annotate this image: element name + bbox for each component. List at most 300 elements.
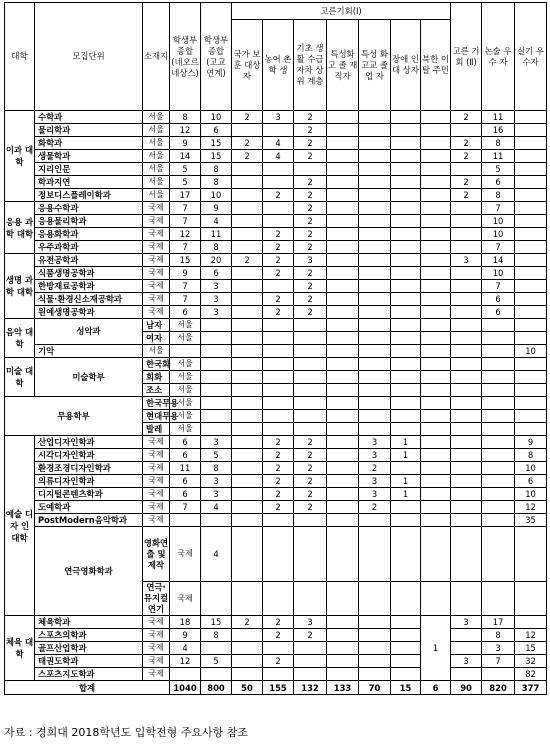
value-cell-rural: 2 bbox=[263, 616, 294, 629]
value-cell-defector bbox=[421, 449, 451, 462]
value-cell-school: 3 bbox=[201, 306, 232, 319]
campus-cell: 국제 bbox=[143, 462, 170, 475]
value-cell-veteran: 2 bbox=[232, 150, 263, 163]
value-cell-bio: 5 bbox=[170, 163, 201, 176]
value-cell-special_ed bbox=[327, 215, 359, 228]
source-note: 자료 : 경희대 2018학년도 입학전형 주요사항 참조 bbox=[4, 726, 248, 739]
value-cell-rural: 2 bbox=[263, 655, 294, 668]
value-cell-special_ed bbox=[327, 655, 359, 668]
campus-cell: 국제 bbox=[143, 642, 170, 655]
value-cell-defector bbox=[421, 462, 451, 475]
value-cell-basic: 3 bbox=[294, 616, 327, 629]
value-cell-veteran bbox=[263, 527, 294, 582]
value-cell-special_ed bbox=[327, 642, 359, 655]
value-cell-special_grad bbox=[359, 163, 391, 176]
value-cell-defector bbox=[421, 163, 451, 176]
value-cell-school: 3 bbox=[201, 293, 232, 306]
value-cell-rural bbox=[263, 176, 294, 189]
value-cell-bio: 6 bbox=[170, 475, 201, 488]
table-row bbox=[5, 527, 547, 582]
value-cell-basic: 2 bbox=[294, 202, 327, 215]
value-cell-veteran bbox=[263, 319, 294, 332]
value-cell-disabled bbox=[391, 267, 421, 280]
value-cell-equal2 bbox=[451, 449, 482, 462]
value-cell-special_grad bbox=[359, 514, 391, 527]
value-cell-disabled bbox=[421, 384, 451, 397]
value-cell-rural bbox=[294, 384, 327, 397]
value-cell-disabled bbox=[391, 293, 421, 306]
value-cell-practical: 9 bbox=[515, 436, 547, 449]
value-cell-disabled: 1 bbox=[391, 449, 421, 462]
value-cell-basic: 2 bbox=[294, 124, 327, 137]
value-cell-special_ed bbox=[327, 668, 359, 681]
value-cell-bio: 5 bbox=[170, 176, 201, 189]
unit-cell: 디지털콘텐츠학과 bbox=[35, 488, 143, 501]
value-cell-school: 3 bbox=[201, 488, 232, 501]
value-cell-special_grad bbox=[359, 189, 391, 202]
value-cell-veteran bbox=[232, 655, 263, 668]
campus-cell: 국제 bbox=[143, 655, 170, 668]
value-cell-bio: 7 bbox=[170, 501, 201, 514]
value-cell-special_ed bbox=[327, 228, 359, 241]
unit-cell: 생물학과 bbox=[35, 150, 143, 163]
campus-cell: 서울 bbox=[143, 111, 170, 124]
campus-cell: 국제 bbox=[143, 228, 170, 241]
theater-unit-b: 연극·뮤지컬 연기 bbox=[143, 582, 169, 614]
value-cell-veteran bbox=[232, 241, 263, 254]
value-cell-disabled bbox=[391, 124, 421, 137]
value-cell-equal2 bbox=[451, 228, 482, 241]
value-cell-defector bbox=[421, 137, 451, 150]
value-cell-special_grad bbox=[359, 228, 391, 241]
vocal-dept: 성악과 bbox=[35, 319, 143, 345]
value-cell-basic: 2 bbox=[294, 111, 327, 124]
value-cell-basic: 2 bbox=[294, 501, 327, 514]
unit-cell: 도예학과 bbox=[35, 501, 143, 514]
value-cell-basic: 2 bbox=[294, 241, 327, 254]
value-cell-basic bbox=[327, 384, 359, 397]
total-bio: 1040 bbox=[170, 681, 201, 695]
campus-cell: 서울 bbox=[143, 150, 170, 163]
value-cell-bio bbox=[170, 514, 201, 527]
value-cell-special_ed bbox=[359, 410, 391, 423]
value-cell-special_ed bbox=[327, 475, 359, 488]
value-cell-rural bbox=[294, 319, 327, 332]
value-cell-equal2: 3 bbox=[451, 655, 482, 668]
value-cell-defector bbox=[421, 176, 451, 189]
value-cell-disabled bbox=[421, 319, 451, 332]
value-cell-rural bbox=[263, 642, 294, 655]
value-cell-essay: 7 bbox=[482, 280, 515, 293]
unit-cell: 골프산업학과 bbox=[35, 642, 143, 655]
college-cell: 음악 대학 bbox=[5, 319, 35, 358]
value-cell-bio: 6 bbox=[170, 449, 201, 462]
value-cell-bio bbox=[201, 423, 232, 436]
value-cell-rural: 4 bbox=[263, 137, 294, 150]
value-cell-practical bbox=[515, 241, 547, 254]
value-cell-special_grad bbox=[359, 293, 391, 306]
value-cell-practical bbox=[515, 280, 547, 293]
value-cell-disabled bbox=[391, 241, 421, 254]
value-cell-essay bbox=[515, 371, 547, 384]
value-cell-rural: 2 bbox=[263, 293, 294, 306]
value-cell-school: 11 bbox=[201, 228, 232, 241]
total-row bbox=[5, 681, 547, 695]
value-cell-veteran: 2 bbox=[232, 254, 263, 267]
value-cell-essay bbox=[482, 488, 515, 501]
value-cell-special_ed bbox=[327, 280, 359, 293]
value-cell-practical: 10 bbox=[515, 462, 547, 475]
table-row bbox=[5, 111, 547, 124]
value-cell-bio: 7 bbox=[170, 280, 201, 293]
value-cell-bio bbox=[201, 371, 232, 384]
value-cell-veteran: 2 bbox=[232, 111, 263, 124]
value-cell-school: 8 bbox=[201, 163, 232, 176]
value-cell-essay: 6 bbox=[482, 293, 515, 306]
total-rural: 155 bbox=[263, 681, 294, 695]
value-cell-defector bbox=[421, 436, 451, 449]
value-cell-basic bbox=[294, 163, 327, 176]
unit-cell: 스포츠지도학과 bbox=[35, 668, 143, 681]
value-cell-essay: 7 bbox=[482, 202, 515, 215]
value-cell-disabled bbox=[391, 462, 421, 475]
value-cell-equal2: 3 bbox=[451, 616, 482, 629]
value-cell-special_ed bbox=[327, 111, 359, 124]
value-cell-bio bbox=[201, 397, 232, 410]
value-cell-disabled bbox=[391, 215, 421, 228]
campus-cell: 국제 bbox=[143, 436, 170, 449]
unit-cell: 산업디자인학과 bbox=[35, 436, 143, 449]
value-cell-veteran bbox=[232, 642, 263, 655]
value-cell-basic bbox=[327, 332, 359, 345]
value-cell-essay: 6 bbox=[482, 176, 515, 189]
table-row bbox=[5, 241, 547, 254]
value-cell-bio: 18 bbox=[170, 616, 201, 629]
value-cell-veteran bbox=[232, 189, 263, 202]
header-equal2: 고른 기회 (Ⅱ) bbox=[451, 3, 482, 111]
value-cell-basic: 2 bbox=[294, 293, 327, 306]
value-cell-school: 5 bbox=[201, 449, 232, 462]
value-cell-basic bbox=[294, 668, 327, 681]
value-cell-equal2 bbox=[482, 410, 515, 423]
value-cell-school: 4 bbox=[201, 215, 232, 228]
header-college: 대학 bbox=[5, 3, 35, 111]
value-cell-equal2: 3 bbox=[451, 254, 482, 267]
value-cell-rural bbox=[263, 514, 294, 527]
dance-dept: 무용학부 bbox=[5, 397, 143, 436]
value-cell-rural: 2 bbox=[263, 267, 294, 280]
value-cell-practical: 8 bbox=[515, 449, 547, 462]
value-cell-essay: 7 bbox=[482, 241, 515, 254]
value-cell-bio: 9 bbox=[170, 629, 201, 642]
campus-cell: 국제 bbox=[143, 280, 170, 293]
college-cell: 응용 과학 대학 bbox=[5, 202, 35, 254]
campus-cell: 국제 bbox=[143, 267, 170, 280]
value-cell-veteran bbox=[232, 629, 263, 642]
value-cell-equal2 bbox=[482, 358, 515, 371]
value-cell-disabled bbox=[391, 345, 421, 358]
value-cell-special_grad bbox=[391, 371, 421, 384]
value-cell-rural: 2 bbox=[263, 488, 294, 501]
unit-cell: 응용물리학과 bbox=[35, 215, 143, 228]
value-cell-bio bbox=[201, 319, 232, 332]
value-cell-school: 15 bbox=[201, 137, 232, 150]
value-cell-rural bbox=[263, 668, 294, 681]
value-cell-special_ed bbox=[327, 293, 359, 306]
value-cell-basic bbox=[327, 358, 359, 371]
value-cell-disabled bbox=[391, 189, 421, 202]
campus-cell: 국제 bbox=[143, 668, 170, 681]
value-cell-disabled bbox=[421, 410, 451, 423]
campus-cell: 서울 bbox=[143, 124, 170, 137]
value-cell-defector bbox=[421, 501, 451, 514]
value-cell-essay: 7 bbox=[482, 655, 515, 668]
value-cell-special_grad: 3 bbox=[359, 475, 391, 488]
value-cell-basic bbox=[327, 423, 359, 436]
value-cell-special_ed bbox=[327, 267, 359, 280]
unit-cell: 식품생명공학과 bbox=[35, 267, 143, 280]
value-cell-disabled bbox=[421, 358, 451, 371]
value-cell-equal2 bbox=[451, 306, 482, 319]
value-cell-school bbox=[232, 423, 263, 436]
value-cell-special_ed bbox=[327, 189, 359, 202]
table-row bbox=[5, 668, 547, 681]
value-cell-veteran bbox=[232, 215, 263, 228]
value-cell-special_grad bbox=[359, 642, 391, 655]
value-cell-equal2 bbox=[451, 488, 482, 501]
value-cell-special_grad: 3 bbox=[359, 449, 391, 462]
value-cell-bio bbox=[201, 384, 232, 397]
value-cell-defector bbox=[421, 150, 451, 163]
defector-merged: 1 bbox=[421, 616, 451, 681]
value-cell-rural bbox=[263, 202, 294, 215]
value-cell-disabled bbox=[391, 254, 421, 267]
campus-cell: 국제 bbox=[170, 582, 201, 616]
value-cell-school bbox=[232, 582, 263, 616]
value-cell-veteran bbox=[263, 410, 294, 423]
value-cell-defector bbox=[451, 358, 482, 371]
value-cell-special_grad bbox=[391, 410, 421, 423]
value-cell-veteran bbox=[232, 668, 263, 681]
unit-cell: 화학과 bbox=[35, 137, 143, 150]
value-cell-equal2: 2 bbox=[451, 176, 482, 189]
value-cell-rural: 3 bbox=[263, 111, 294, 124]
value-cell-special_grad bbox=[359, 215, 391, 228]
value-cell-veteran bbox=[263, 423, 294, 436]
table-body bbox=[5, 111, 547, 695]
total-basic: 132 bbox=[294, 681, 327, 695]
value-cell-essay bbox=[515, 423, 547, 436]
campus-cell: 국제 bbox=[143, 241, 170, 254]
value-cell-defector bbox=[421, 124, 451, 137]
total-label: 합계 bbox=[5, 681, 170, 695]
table-row bbox=[5, 488, 547, 501]
value-cell-bio: 6 bbox=[170, 306, 201, 319]
table-row bbox=[5, 228, 547, 241]
value-cell-defector bbox=[451, 582, 482, 616]
theater-unit-a: 영화연출 및 제작 bbox=[143, 527, 170, 582]
campus-cell: 국제 bbox=[170, 527, 201, 582]
value-cell-practical bbox=[515, 137, 547, 150]
value-cell-rural bbox=[294, 582, 327, 616]
header-bio: 학생부 종합 (네오르 네상스) bbox=[170, 3, 201, 111]
value-cell-defector bbox=[421, 514, 451, 527]
value-cell-practical bbox=[515, 163, 547, 176]
value-cell-special_ed bbox=[359, 319, 391, 332]
value-cell-equal2: 2 bbox=[451, 111, 482, 124]
value-cell-practical: 15 bbox=[515, 642, 547, 655]
value-cell-rural bbox=[294, 527, 327, 582]
value-cell-veteran bbox=[232, 280, 263, 293]
value-cell-special_ed bbox=[359, 423, 391, 436]
value-cell-veteran bbox=[232, 202, 263, 215]
value-cell-equal2 bbox=[451, 215, 482, 228]
unit-cell: 회화 bbox=[143, 371, 170, 384]
value-cell-special_ed bbox=[359, 397, 391, 410]
campus-cell: 국제 bbox=[143, 629, 170, 642]
value-cell-basic bbox=[327, 371, 359, 384]
theater-dept: 연극영화학과 bbox=[35, 527, 143, 616]
value-cell-school bbox=[232, 410, 263, 423]
table-row bbox=[5, 345, 547, 358]
value-cell-special_ed bbox=[327, 306, 359, 319]
value-cell-disabled bbox=[391, 280, 421, 293]
value-cell-equal2 bbox=[482, 397, 515, 410]
unit-cell: 환경조경디자인학과 bbox=[35, 462, 143, 475]
fineart-dept: 미술학부 bbox=[35, 358, 143, 397]
unit-cell: 지리인문 bbox=[35, 163, 143, 176]
value-cell-veteran bbox=[232, 176, 263, 189]
value-cell-special_grad bbox=[359, 150, 391, 163]
table-row bbox=[5, 475, 547, 488]
value-cell-basic: 2 bbox=[294, 488, 327, 501]
value-cell-essay bbox=[515, 384, 547, 397]
value-cell-school: 20 bbox=[201, 254, 232, 267]
value-cell-special_ed bbox=[327, 488, 359, 501]
value-cell-essay bbox=[482, 514, 515, 527]
campus-cell: 국제 bbox=[143, 449, 170, 462]
value-cell-practical bbox=[515, 176, 547, 189]
header-essay: 논술 우수 자 bbox=[482, 3, 515, 111]
value-cell-rural: 2 bbox=[263, 228, 294, 241]
header-equal-group: 고른기회(Ⅰ) bbox=[232, 3, 451, 20]
header-campus: 소재지 bbox=[143, 3, 170, 111]
unit-cell: 의류디자인학과 bbox=[35, 475, 143, 488]
value-cell-practical bbox=[515, 616, 547, 629]
value-cell-disabled bbox=[421, 527, 451, 582]
value-cell-special_ed bbox=[327, 254, 359, 267]
value-cell-bio: 7 bbox=[170, 241, 201, 254]
value-cell-special_grad bbox=[359, 202, 391, 215]
value-cell-equal2 bbox=[482, 582, 515, 616]
value-cell-practical bbox=[515, 228, 547, 241]
value-cell-essay bbox=[515, 358, 547, 371]
value-cell-essay bbox=[515, 527, 547, 582]
value-cell-disabled bbox=[391, 642, 421, 655]
value-cell-defector bbox=[451, 332, 482, 345]
value-cell-essay: 11 bbox=[482, 111, 515, 124]
value-cell-essay bbox=[482, 462, 515, 475]
value-cell-disabled bbox=[391, 629, 421, 642]
value-cell-practical bbox=[515, 215, 547, 228]
value-cell-school: 3 bbox=[201, 475, 232, 488]
value-cell-special_ed bbox=[327, 629, 359, 642]
value-cell-special_grad bbox=[391, 582, 421, 616]
value-cell-veteran bbox=[232, 228, 263, 241]
value-cell-rural bbox=[263, 215, 294, 228]
value-cell-special_grad bbox=[359, 254, 391, 267]
unit-cell: 남자 bbox=[143, 319, 170, 332]
value-cell-school bbox=[201, 642, 232, 655]
value-cell-essay bbox=[515, 582, 547, 616]
value-cell-school bbox=[232, 397, 263, 410]
unit-cell: 시각디자인학과 bbox=[35, 449, 143, 462]
value-cell-school: 9 bbox=[201, 202, 232, 215]
header-special-ed: 특성화고 졸 재직자 bbox=[327, 20, 359, 111]
value-cell-rural bbox=[294, 332, 327, 345]
unit-cell: 스포츠의학과 bbox=[35, 629, 143, 642]
value-cell-defector bbox=[451, 527, 482, 582]
value-cell-essay bbox=[515, 410, 547, 423]
value-cell-veteran bbox=[232, 345, 263, 358]
value-cell-special_ed bbox=[327, 202, 359, 215]
table-row bbox=[5, 306, 547, 319]
value-cell-special_ed bbox=[327, 163, 359, 176]
value-cell-basic: 2 bbox=[294, 215, 327, 228]
value-cell-basic: 2 bbox=[294, 228, 327, 241]
value-cell-basic: 2 bbox=[294, 475, 327, 488]
unit-cell: 한국무용 bbox=[143, 397, 170, 410]
value-cell-rural: 2 bbox=[263, 306, 294, 319]
unit-cell: 응용화학과 bbox=[35, 228, 143, 241]
value-cell-disabled bbox=[421, 371, 451, 384]
value-cell-veteran bbox=[232, 488, 263, 501]
college-cell: 체육 대학 bbox=[5, 616, 35, 681]
value-cell-defector bbox=[421, 475, 451, 488]
value-cell-equal2 bbox=[451, 202, 482, 215]
value-cell-basic: 2 bbox=[294, 137, 327, 150]
value-cell-basic: 2 bbox=[294, 280, 327, 293]
value-cell-special_ed bbox=[359, 332, 391, 345]
value-cell-defector bbox=[451, 397, 482, 410]
value-cell-basic: 2 bbox=[294, 436, 327, 449]
value-cell-veteran: 2 bbox=[232, 137, 263, 150]
value-cell-equal2 bbox=[451, 241, 482, 254]
value-cell-basic: 2 bbox=[294, 629, 327, 642]
table-row bbox=[5, 501, 547, 514]
value-cell-special_grad bbox=[359, 306, 391, 319]
value-cell-school bbox=[232, 319, 263, 332]
value-cell-basic: 2 bbox=[294, 189, 327, 202]
value-cell-essay bbox=[482, 668, 515, 681]
value-cell-disabled bbox=[391, 163, 421, 176]
value-cell-practical: 10 bbox=[515, 345, 547, 358]
value-cell-special_ed bbox=[327, 345, 359, 358]
value-cell-veteran: 2 bbox=[232, 616, 263, 629]
header-unit: 모집단위 bbox=[35, 3, 143, 111]
value-cell-special_grad bbox=[391, 397, 421, 410]
table-row bbox=[5, 397, 547, 410]
value-cell-equal2: 2 bbox=[451, 137, 482, 150]
value-cell-special_grad bbox=[359, 111, 391, 124]
value-cell-bio: 11 bbox=[170, 462, 201, 475]
value-cell-special_ed bbox=[327, 176, 359, 189]
total-equal2: 90 bbox=[451, 681, 482, 695]
value-cell-bio: 9 bbox=[170, 267, 201, 280]
table-row bbox=[5, 642, 547, 655]
value-cell-bio: 15 bbox=[170, 254, 201, 267]
value-cell-equal2 bbox=[451, 267, 482, 280]
